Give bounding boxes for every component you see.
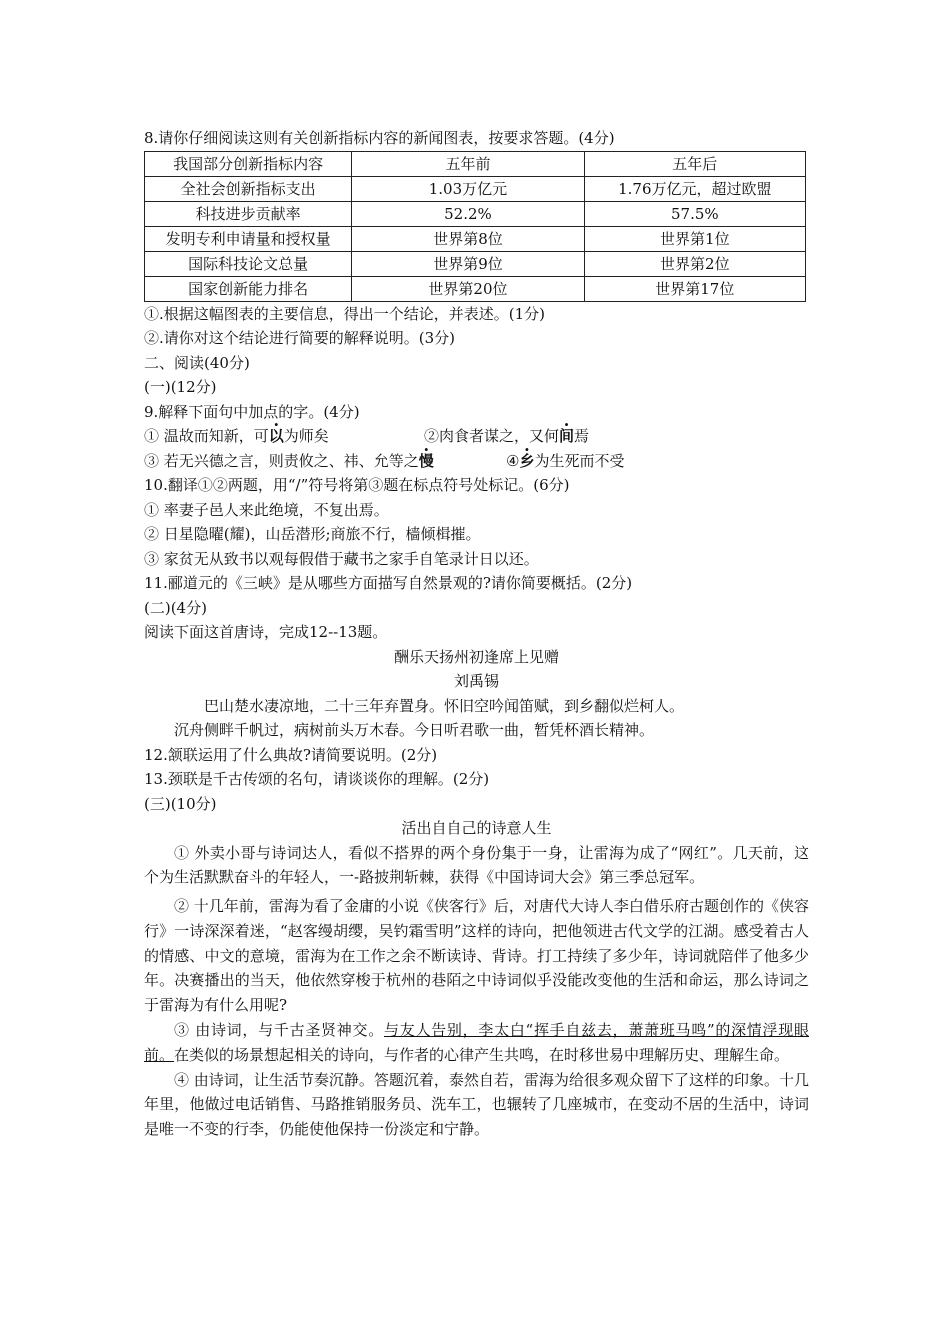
table-cell: 52.2% — [352, 201, 584, 226]
essay-paragraph — [144, 1018, 809, 1068]
q11: 11.郦道元的《三峡》是从哪些方面描写自然景观的?请你简要概括。(2分) — [144, 574, 633, 592]
table-header: 五年前 — [352, 151, 584, 176]
essay-paragraph: ① 外卖小哥与诗词达人，看似不搭界的两个身份集于一身，让雷海为成了“网红”。几天前，这个为生活默默奋斗的年轻人，一-路披荆斩棘，获得《中国诗词大会》第三季总冠军。 — [144, 843, 809, 887]
dotted-char: 以 — [268, 427, 284, 445]
dotted-char: 乡 — [519, 451, 535, 470]
table-cell: 世界第1位 — [584, 226, 805, 251]
part-heading: (三)(10分) — [144, 794, 217, 813]
table-cell: 世界第9位 — [352, 251, 584, 276]
poem-author: 刘禹锡 — [453, 672, 499, 690]
dotted-char: 慢 — [418, 451, 434, 470]
table-row — [145, 226, 806, 251]
q9-title: 9.解释下面句中加点的字。(4分) — [144, 402, 360, 421]
exam-page — [144, 126, 809, 1142]
poem-intro: 阅读下面这首唐诗，完成12--13题。 — [144, 623, 388, 641]
table-cell: 国家创新能力排名 — [145, 276, 352, 301]
innovation-table — [144, 151, 806, 302]
table-header-row — [145, 151, 806, 176]
part-heading: (一)(12分) — [144, 378, 217, 396]
q9-item4 — [506, 449, 624, 474]
table-cell: 全社会创新指标支出 — [145, 176, 352, 201]
table-cell: 科技进步贡献率 — [145, 201, 352, 226]
section-heading: 二、阅读(40分) — [144, 353, 250, 372]
part-heading: (二)(4分) — [144, 598, 207, 617]
essay-paragraph: ④ 由诗词，让生活节奏沉静。答题沉着，泰然自若，雷海为给很多观众留下了这样的印象。十几年里，他做过电话销售、马路推销服务员、洗车工，也辗转了几座城市，在变动不居的生活中，诗词是唯一不变的行李，仍能使他保持一份淡定和宁静。 — [144, 1070, 809, 1139]
table-cell: 世界第20位 — [352, 276, 584, 301]
q9-text: ④ — [506, 451, 520, 470]
q9-text: ③ 若无兴德之言，则责攸之、祎、允等之 — [144, 451, 419, 470]
table-row — [145, 201, 806, 226]
poem-line: 巴山楚水凄凉地，二十三年弃置身。怀旧空吟闻笛赋，到乡翻似烂柯人。 — [204, 696, 685, 715]
q10-s2: ② 日星隐曜(耀)，山岳潜形;商旅不行，樯倾楫摧。 — [144, 525, 481, 543]
q9-text: ① 温故而知新，可 — [144, 427, 269, 445]
essay-text: ③ 由诗词，与千古圣贤神交。 — [174, 1021, 384, 1040]
underlined-sentence: 与友人告别，李太白“挥手自兹去，萧萧班马鸣”的深情浮现眼前。 — [144, 1021, 809, 1064]
table-cell: 发明专利申请量和授权量 — [145, 226, 352, 251]
q10-s3: ③ 家贫无从致书以观每假借于藏书之家手自笔录计日以还。 — [144, 549, 539, 568]
table-cell: 世界第2位 — [584, 251, 805, 276]
table-cell: 世界第8位 — [352, 226, 584, 251]
table-row — [145, 276, 806, 301]
q9-text: 为师矣 — [283, 427, 329, 445]
table-cell: 国际科技论文总量 — [145, 251, 352, 276]
table-cell: 57.5% — [584, 201, 805, 226]
q12: 12.颔联运用了什么典故?请简要说明。(2分) — [144, 745, 438, 764]
table-row — [145, 176, 806, 201]
essay-paragraph: ② 十几年前，雷海为看了金庸的小说《侠客行》后，对唐代大诗人李白借乐府古题创作的《侠容行》一诗深深着迷，“赵客缦胡缨，吴钓霜雪明”这样的诗向，把他领进古代文学的江湖。感受着古人的情感、中文的意境，雷海为在工作之余不断读诗、背诗。打工持续了多少年，诗词就陪伴了他多少年。决赛播出的当天，他依然穿梭于杭州的巷陌之中诗词似乎没能改变他的生活和命运，那么诗词之于雷海为有什么用呢? — [144, 897, 809, 1015]
poem-line: 沉舟侧畔千帆过，病树前头万木春。今日听君歌一曲，暂凭杯酒长精神。 — [174, 721, 655, 739]
table-row — [145, 251, 806, 276]
q13: 13.颈联是千古传颂的名句，请谈谈你的理解。(2分) — [144, 770, 490, 788]
table-cell: 世界第17位 — [584, 276, 805, 301]
essay-title: 活出自自己的诗意人生 — [401, 819, 552, 837]
q9-item2 — [424, 424, 589, 449]
table-header: 五年后 — [584, 151, 805, 176]
dotted-char: 间 — [559, 427, 575, 445]
table-cell: 1.03万亿元 — [352, 176, 584, 201]
poem-title: 酬乐天扬州初逢席上见赠 — [393, 647, 559, 666]
q9-text: 焉 — [574, 427, 590, 445]
q10-s1: ① 率妻子邑人来此绝境，不复出焉。 — [144, 500, 389, 519]
q8-title: 8.请你仔细阅读这则有关创新指标内容的新闻图表，按要求答题。(4分) — [144, 129, 615, 147]
q9-text: 为生死而不受 — [534, 451, 625, 470]
q9-row1 — [144, 424, 809, 449]
q9-text: ②肉食者谋之，又何 — [424, 427, 560, 445]
q9-row2 — [144, 449, 809, 474]
q10-title: 10.翻译①②两题，用“/”符号将第③题在标点符号处标记。(6分) — [144, 476, 570, 494]
essay-text: 在类似的场景想起相关的诗向，与作者的心律产生共鸣，在时移世易中理解历史、理解生命。 — [174, 1045, 790, 1064]
q9-item3 — [144, 452, 434, 470]
table-header: 我国部分创新指标内容 — [145, 151, 352, 176]
q8-sub1: ①.根据这幅图表的主要信息，得出一个结论，并表述。(1分) — [144, 304, 546, 323]
q8-sub2: ②.请你对这个结论进行简要的解释说明。(3分) — [144, 329, 456, 347]
q9-item1 — [144, 427, 329, 445]
table-cell: 1.76万亿元，超过欧盟 — [584, 176, 805, 201]
